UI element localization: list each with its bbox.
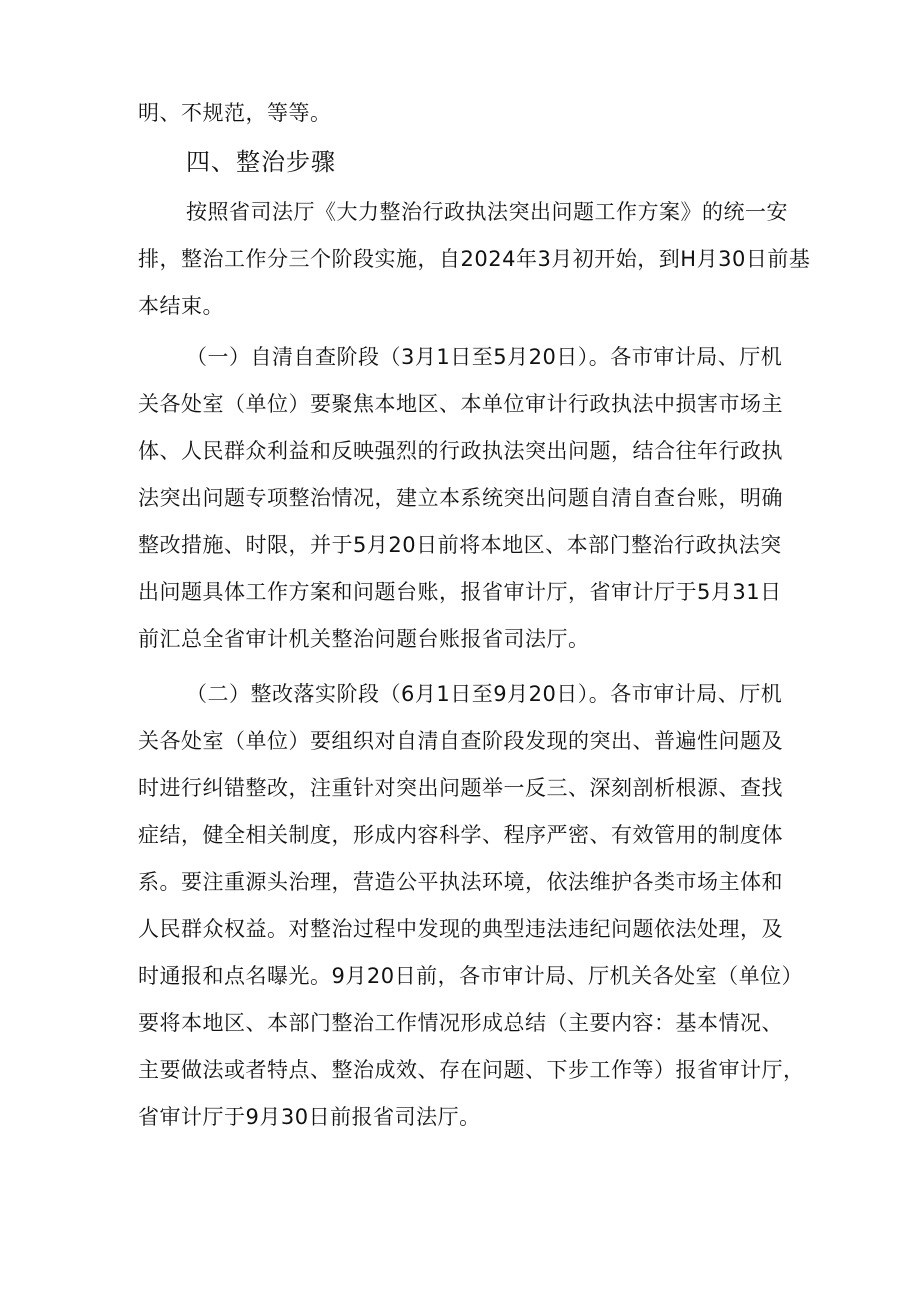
paragraph-line: 时通报和点名曝光。9月20日前，各市审计局、厅机关各处室（单位） — [138, 964, 804, 988]
paragraph-line: 按照省司法厅《大力整治行政执法突出问题工作方案》的统一安 — [186, 200, 788, 224]
paragraph-line: （二）整改落实阶段（6月1日至9月20日）。各市审计局、厅机 — [186, 682, 783, 706]
paragraph-line: 关各处室（单位）要组织对自清自查阶段发现的突出、普遍性问题及 — [138, 729, 783, 753]
paragraph-line: 症结，健全相关制度，形成内容科学、程序严密、有效管用的制度体 — [138, 823, 783, 847]
paragraph-line: 法突出问题专项整治情况，建立本系统突出问题自清自查台账，明确 — [138, 486, 783, 510]
paragraph-line: （一）自清自查阶段（3月1日至5月20日）。各市审计局、厅机 — [186, 345, 783, 369]
paragraph-line: 排，整治工作分三个阶段实施，自2024年3月初开始，到H月30日前基 — [138, 247, 811, 271]
paragraph-line: 出问题具体工作方案和问题台账，报省审计厅，省审计厅于5月31日 — [138, 580, 782, 604]
paragraph-line: 要将本地区、本部门整治工作情况形成总结（主要内容：基本情况、 — [138, 1011, 783, 1035]
paragraph-line: 整改措施、时限，并于5月20日前将本地区、本部门整治行政执法突 — [138, 533, 782, 557]
paragraph-line: 省审计厅于9月30日前报省司法厅。 — [138, 1105, 481, 1129]
paragraph-line: 本结束。 — [138, 294, 224, 318]
section-heading: 四、整治步骤 — [186, 148, 336, 176]
paragraph-line: 关各处室（单位）要聚焦本地区、本单位审计行政执法中损害市场主 — [138, 392, 783, 416]
paragraph-line: 时进行纠错整改，注重针对突出问题举一反三、深刻剖析根源、查找 — [138, 776, 783, 800]
paragraph-line: 前汇总全省审计机关整治问题台账报省司法厅。 — [138, 627, 590, 651]
paragraph-line: 体、人民群众利益和反映强烈的行政执法突出问题，结合往年行政执 — [138, 439, 783, 463]
paragraph-line: 人民群众权益。对整治过程中发现的典型违法违纪问题依法处理，及 — [138, 917, 783, 941]
paragraph-line: 明、不规范，等等。 — [138, 101, 332, 125]
paragraph-line: 主要做法或者特点、整治成效、存在问题、下步工作等）报省审计厅， — [138, 1058, 805, 1082]
paragraph-line: 系。要注重源头治理，营造公平执法环境，依法维护各类市场主体和 — [138, 870, 783, 894]
